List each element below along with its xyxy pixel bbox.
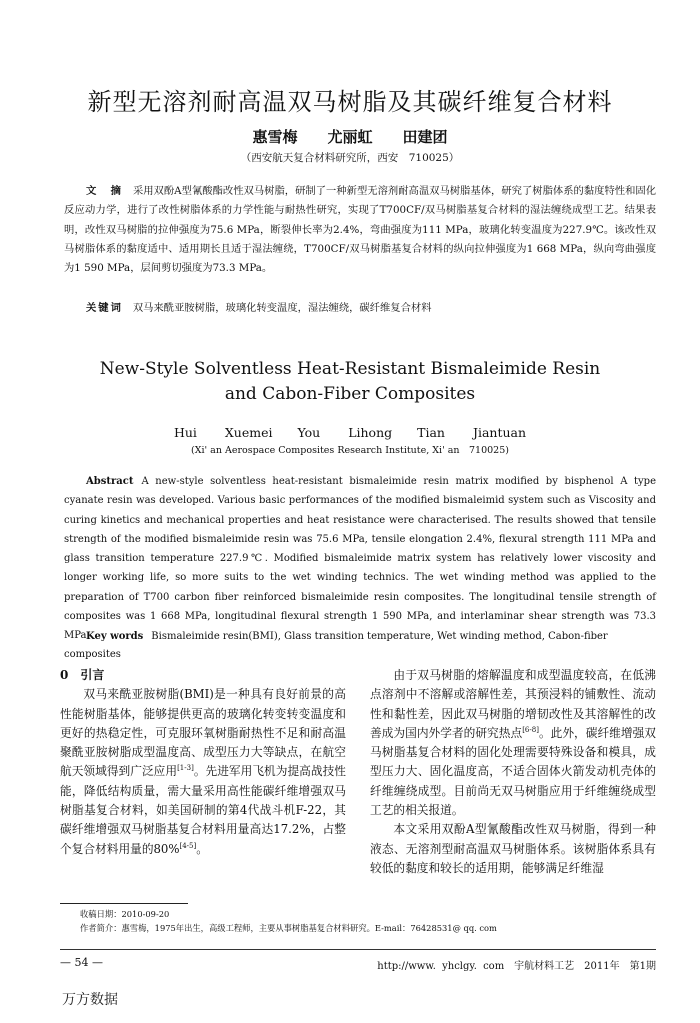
body-column-right (370, 666, 656, 878)
intro-paragraph-1-text-c: 。 (196, 841, 208, 856)
chinese-abstract-text: 采用双酚A型氰酸酯改性双马树脂，研制了一种新型无溶剂耐高温双马树脂基体，研究了树脂体系的黏度特性和固化反应动力学，进行了改性树脂体系的力学性能与耐热性研究，实现了T700CF/双马树脂基复合材料的湿法缠绕成型工艺。结果表明，改性双马树脂的拉伸强度为75.6 MPa，断裂伸长率为2.4%，弯曲强度为111 MPa，玻璃化转变温度为227.9℃。该改性双马树脂体系的黏度适中、适用期长且适于湿法缠绕，T700CF/双马树脂基复合材料的纵向拉伸强度为1 668 MPa，纵向弯曲强度为1 590 MPa，层间剪切强度为73.3 MPa。 (64, 185, 656, 275)
intro-paragraph-2-text-b: 。此外，碳纤维增强双马树脂基复合材料的固化处理需要特殊设备和模具，成型压力大、固化温度高，不适合固体火箭发动机壳体的纤维缠绕成型。目前尚无双马树脂应用于纤维缠绕成型工艺的相关报道。 (370, 725, 656, 818)
footnote-divider (60, 903, 188, 904)
watermark: 万方数据 (62, 992, 118, 1008)
section-heading-introduction (60, 666, 346, 685)
footnote-received-date: 收稿日期：2010-09-20 (80, 909, 170, 919)
journal-info: http://www. yhclgy. com 宇航材料工艺 2011年 第1期 (377, 961, 656, 972)
english-title-line1: New-Style Solventless Heat-Resistant Bismaleimide Resin (99, 359, 601, 380)
citation-1-3: [1-3] (177, 764, 194, 773)
english-abstract-label: Abstract (86, 476, 134, 487)
footnote-author-bio: 作者简介：惠雪梅，1975年出生，高级工程师，主要从事树脂基复合材料研究。E-mail：76428531@ qq. com (80, 923, 497, 933)
english-abstract (64, 472, 656, 646)
footer-divider (60, 949, 656, 950)
english-title-line2: and Cabon-Fiber Composites (224, 384, 476, 405)
citation-4-5: [4-5] (179, 841, 197, 850)
english-authors: Hui Xuemei You Lihong Tian Jiantuan (173, 425, 527, 440)
chinese-keywords-text: 双马来酰亚胺树脂，玻璃化转变温度，湿法缠绕，碳纤维复合材料 (132, 302, 432, 314)
chinese-abstract (64, 182, 656, 278)
intro-paragraph-1 (60, 685, 346, 859)
english-keywords (64, 628, 656, 664)
intro-paragraph-2 (370, 666, 656, 820)
section-number: 0 (60, 668, 69, 682)
chinese-affiliation: （西安航天复合材料研究所，西安 710025） (240, 152, 460, 164)
chinese-title: 新型无溶剂耐高温双马树脂及其碳纤维复合材料 (87, 88, 613, 117)
english-keywords-label: Key words (86, 631, 144, 642)
body-column-left (60, 666, 346, 859)
english-title (60, 357, 640, 407)
chinese-authors: 惠雪梅 尤丽虹 田建团 (252, 128, 448, 146)
english-keywords-text: Bismaleimide resin(BMI), Glass transition temperature, Wet winding method, Cabon-fiber composites (64, 631, 608, 660)
chinese-keywords (64, 299, 656, 317)
citation-6-8: [6-8] (522, 726, 539, 734)
page-number: — 54 — (60, 956, 103, 969)
chinese-keywords-label: 关键词 (86, 302, 123, 314)
english-affiliation: (Xi' an Aerospace Composites Research Institute, Xi' an 710025) (191, 445, 509, 456)
intro-paragraph-1-text-a: 双马来酰亚胺树脂(BMI)是一种具有良好前景的高性能树脂基体，能够提供更高的玻璃化转变转变温度和更好的热稳定性，可克服环氧树脂耐热性不足和耐高温聚酰亚胺树脂成型温度高、成型压力大等缺点，在航空航天领域得到广泛应用 (60, 687, 346, 779)
intro-paragraph-1-text-b: 。先进军用飞机为提高战技性能，降低结构质量，需大量采用高性能碳纤维增强双马树脂基复合材料，如美国研制的第4代战斗机F-22，其碳纤维增强双马树脂基复合材料用量高达17.2%，占整个复合材料用量的80% (60, 764, 346, 856)
section-title: 引言 (80, 668, 105, 682)
intro-paragraph-2-text-a: 由于双马树脂的熔解温度和成型温度较高，在低沸点溶剂中不溶解或溶解性差，其预浸料的铺敷性、流动性和黏性差，因此双马树脂的增韧改性及其溶解性的改善成为国内外学者的研究热点 (370, 668, 656, 740)
chinese-abstract-label: 文 摘 (86, 185, 123, 197)
intro-paragraph-3: 本文采用双酚A型氰酸酯改性双马树脂，得到一种液态、无溶剂型耐高温双马树脂体系。该树脂体系具有较低的黏度和较长的适用期，能够满足纤维湿 (370, 822, 656, 875)
english-abstract-text: A new-style solventless heat-resistant bismaleimide resin matrix modified by bisphenol A type cyanate resin was developed. Various basic performances of the modified bismaleimid system such as Viscosity and curing kinetics and mechanical properties and heat resistance were characterised. The results showed that tensile strength of the modified bismaleimide resin was 75.6 MPa, tensile elongation 2.4%, flexural strength 111 MPa and glass transition temperature 227.9℃. Modified bismaleimide matrix system has relatively lower viscosity and longer working life, so more suits to the wet winding technics. The wet winding method was applied to the preparation of T700 carbon fiber reinforced bismaleimide resin composites. The longitudinal tensile strength of composites was 1 668 MPa, longitudinal flexural strength 1 590 MPa, and interlaminar shear strength was 73.3 MPa. (64, 476, 656, 642)
